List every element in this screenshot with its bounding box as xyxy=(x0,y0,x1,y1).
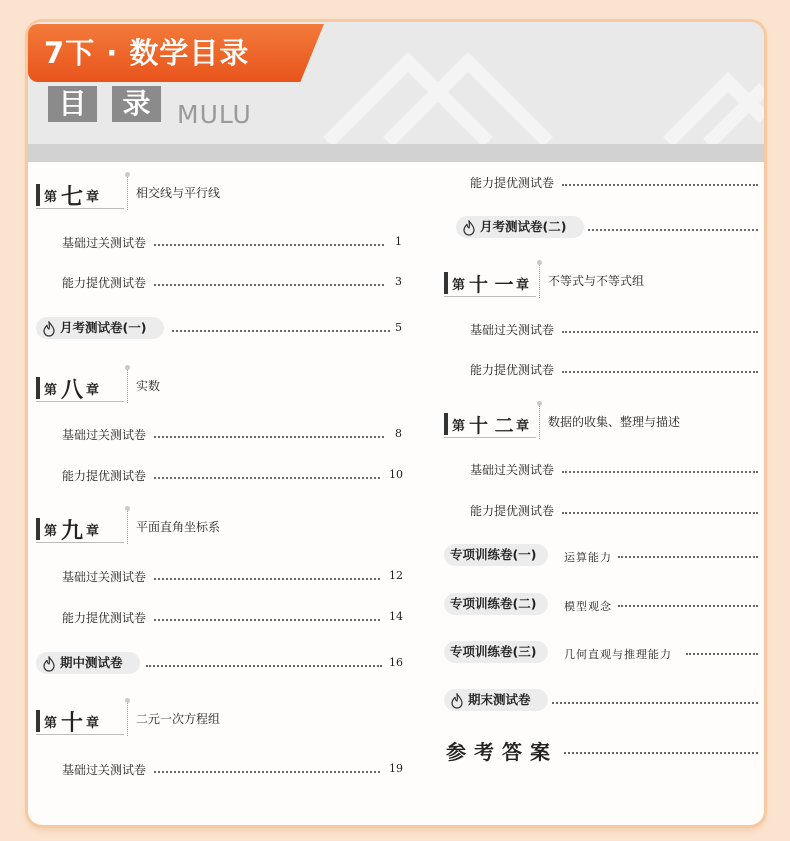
monthly-exam-1-pill[interactable] xyxy=(36,317,164,339)
entry-page: 1 xyxy=(395,235,402,248)
special-training-3-topic: 几何直观与推理能力 xyxy=(564,648,672,661)
midterm-exam-pill[interactable] xyxy=(36,652,140,674)
toc-entry[interactable] xyxy=(62,467,402,485)
toc-entry[interactable] xyxy=(62,426,402,444)
chapter-di: 第 xyxy=(44,716,58,731)
toc-entry[interactable] xyxy=(470,461,760,479)
chapter-title: 二元一次方程组 xyxy=(136,712,221,726)
special-training-2-topic: 模型观念 xyxy=(564,600,612,613)
entry-page: 12 xyxy=(389,569,403,582)
flame-icon xyxy=(42,656,56,672)
chapter-number: 十 一 xyxy=(469,274,514,296)
chapter-title: 实数 xyxy=(136,379,161,393)
special-training-2-pill[interactable] xyxy=(444,593,548,615)
entry-label: 基础过关测试卷 xyxy=(62,763,147,777)
entry-label: 能力提优测试卷 xyxy=(62,276,147,290)
chapter-di: 第 xyxy=(452,419,466,434)
midterm-leader xyxy=(146,655,402,673)
special-training-3-pill[interactable] xyxy=(444,641,548,663)
monthly-exam-2-leader xyxy=(588,219,760,237)
special-training-3-leader xyxy=(686,643,760,661)
entry-page: 16 xyxy=(389,656,403,669)
entry-page: 19 xyxy=(389,762,403,775)
entry-label: 能力提优测试卷 xyxy=(470,504,555,518)
toc-entry[interactable] xyxy=(62,568,402,586)
entry-page: 5 xyxy=(395,321,402,334)
chapter-zhang: 章 xyxy=(516,278,530,293)
chapter-zhang: 章 xyxy=(516,419,530,434)
chapter-zhang: 章 xyxy=(86,716,100,731)
entry-page: 10 xyxy=(389,468,403,481)
pill-label: 专项训练卷(一) xyxy=(450,547,537,562)
chapter-tag xyxy=(36,706,124,735)
flame-icon xyxy=(42,321,56,337)
chapter-title: 不等式与不等式组 xyxy=(548,274,645,288)
pill-label: 期中测试卷 xyxy=(60,655,123,670)
entry-label: 能力提优测试卷 xyxy=(62,611,147,625)
chapter-title: 相交线与平行线 xyxy=(136,186,221,200)
entry-label: 基础过关测试卷 xyxy=(62,428,147,442)
toc-entry[interactable] xyxy=(470,502,760,520)
chapter-tag xyxy=(36,514,124,543)
chapter-title: 平面直角坐标系 xyxy=(136,520,221,534)
flame-icon xyxy=(462,220,476,236)
chapter-number: 八 xyxy=(61,377,84,403)
toc-entry[interactable] xyxy=(470,174,760,192)
chapter-tag xyxy=(36,180,124,209)
monthly-exam-1-leader xyxy=(168,320,402,338)
special-training-1-pill[interactable] xyxy=(444,544,548,566)
toc-entry[interactable] xyxy=(62,609,402,627)
entry-page: 14 xyxy=(389,610,403,623)
chapter-di: 第 xyxy=(44,190,58,205)
chapter-title: 数据的收集、整理与描述 xyxy=(548,415,681,429)
entry-label: 基础过关测试卷 xyxy=(62,236,147,250)
monthly-exam-2-pill[interactable] xyxy=(456,216,584,238)
header-underline xyxy=(28,144,764,162)
chapter-tag xyxy=(444,268,536,297)
toc-entry[interactable] xyxy=(62,761,402,779)
pill-label: 月考测试卷(一) xyxy=(60,320,147,335)
chapter-di: 第 xyxy=(44,383,58,398)
chapter-tag xyxy=(36,373,124,402)
entry-label: 能力提优测试卷 xyxy=(470,176,555,190)
chapter-number: 九 xyxy=(61,518,84,544)
entry-label: 基础过关测试卷 xyxy=(470,463,555,477)
chapter-number: 七 xyxy=(61,184,84,210)
toc-entry[interactable] xyxy=(62,274,402,292)
pill-label: 月考测试卷(二) xyxy=(480,219,567,234)
chapter-tag xyxy=(444,409,536,438)
entry-label: 基础过关测试卷 xyxy=(470,323,555,337)
entry-label: 能力提优测试卷 xyxy=(470,363,555,377)
entry-label: 基础过关测试卷 xyxy=(62,570,147,584)
flame-icon xyxy=(450,693,464,709)
final-exam-pill[interactable] xyxy=(444,689,548,711)
chapter-number: 十 xyxy=(61,710,84,736)
chapter-number: 十 二 xyxy=(469,415,514,437)
page-title: 7下 · 数学目录 xyxy=(44,36,250,70)
toc-entry[interactable] xyxy=(470,321,760,339)
answers-heading[interactable]: 参考答案 xyxy=(446,740,558,764)
pill-label: 专项训练卷(三) xyxy=(450,644,537,659)
entry-page: 8 xyxy=(395,427,402,440)
chapter-zhang: 章 xyxy=(86,383,100,398)
toc-entry[interactable] xyxy=(470,361,760,379)
special-training-1-topic: 运算能力 xyxy=(564,551,612,564)
entry-label: 能力提优测试卷 xyxy=(62,469,147,483)
mulu-latin: MULU xyxy=(177,100,252,129)
chapter-di: 第 xyxy=(452,278,466,293)
pill-label: 专项训练卷(二) xyxy=(450,596,537,611)
entry-page: 3 xyxy=(395,275,402,288)
answers-leader xyxy=(564,742,760,760)
special-training-1-leader xyxy=(618,546,760,564)
mulu-char-2: 录 xyxy=(112,86,161,122)
mulu-char-1: 目 xyxy=(48,86,97,122)
chapter-di: 第 xyxy=(44,524,58,539)
final-exam-leader xyxy=(552,692,760,710)
chapter-zhang: 章 xyxy=(86,190,100,205)
toc-entry[interactable] xyxy=(62,234,402,252)
chapter-zhang: 章 xyxy=(86,524,100,539)
special-training-2-leader xyxy=(618,595,760,613)
pill-label: 期末测试卷 xyxy=(468,692,531,707)
